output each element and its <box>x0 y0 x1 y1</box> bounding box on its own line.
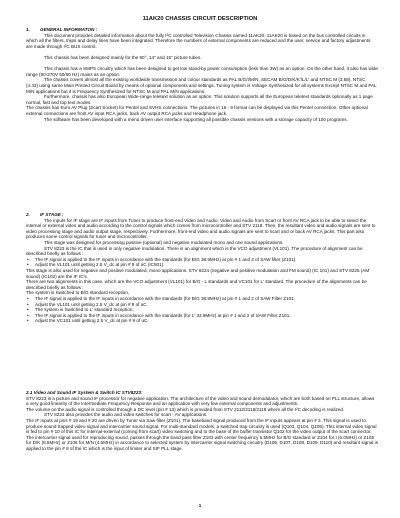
subsection-heading: 2.1 Video and Sound IF System & Switch IC STV8223: <box>26 390 143 395</box>
section-if-stage <box>26 212 378 324</box>
paragraph: The software has been developed with a menu driven user interface supporting all possible chassis versions with a storage capacity of 100 programs. <box>44 116 348 122</box>
list-item: • The IF signal is applied to the IF inputs in accordance with the standards (for B/G 38.9MHz) at pin # 1 and 2 of SAW filter (Z101). <box>26 257 378 263</box>
paragraph: STV 8223 also provides the audio and video switches for scart - AV applications. <box>44 412 208 418</box>
paragraph: STV 8223 is the IC that is used in only negative modulation. There is an alignment which is the VCO adjustment (VL101). The procedure of alignment can be described briefly as follows : <box>26 245 363 257</box>
section-number: 1. <box>26 27 30 32</box>
paragraph: The inputs for IF stage are IF inputs from Tuner to produce front-end Video and Audio. Video and Audio from Scart or front AV RCA jack to be able to select the internal or external video and audio according to the control signals which comes from microcontroller and STV 2118. Then, the resultant video and audio signals are sent to video processing stage and audio output stage, respectively. Furthermore, front-end video and audio signals are sent to scart and or back AV RCA jacks. This part also produces some control signals for tuner and microcontroller. <box>26 217 376 240</box>
paragraph: This stage is also used for negative and positive modulated, mono applications. STV 8224 (negative and positive modulation and FM sound) (IC 101) and STV 8225 (AM sound) (IC102) are the IF IC's. <box>26 267 370 279</box>
section-general-information <box>26 27 378 122</box>
page-number: 1 <box>198 503 202 508</box>
list-item: • Adjust the VC101 until getting 2.5 V_dc at pin # 9 of uC. <box>26 318 378 324</box>
paragraph: The IF inputs at pins # 19 and # 20 are driven by Tuner via Saw filter (Z101). The baseband signal produced from the IF inputs appears at pin # 3. This signal is used to produce sound trapped video signal and intercarrier sound signal. For multi-standard models, a switched trap circuitry is used (Q103, Q104, Q105). This internal video signal is fed to pin # 10 of this IC for internal-external (coming from scart) video switching and to the base of the buffer transistor Q102 for the video output of the scart connector. The intercarrier signal used for reproducing sound, passes through the band pass filter Z103 with center frequency 5.5MHz for B/G standard or Z104 for I (6.0MHz) or Z105 for D/K (6.5MHz) or Z106 for M/N (4.5MHz) in accordance to selected system by intercarrier signal switching circuitry (D106, D107, D108, D109, D110) and resultant signal is applied to the pin # 8 of the IC which is the input of limiter and SIF PLL stage. <box>26 417 378 451</box>
paragraph: The chassis has Euro AV Plug (Scart Socket) for Pentel and SVHS connections. The pictures in 16 - 9 format can be displayed via this Pentel connection. Other optional external connections are front AV input RCA jacks, back AV output RCA jacks and Headphone jack. <box>26 105 368 116</box>
list-item: • Adjust the VL101 until getting 2.5 V_dc at pin # 9 of uC (IC501). <box>26 262 378 268</box>
list-item: • The IF signal is applied to the IF inputs in accordance with the standards (for L' 33.9MHz) at pin # 1 and 2 of SAW Filter Z101. <box>26 313 378 319</box>
paragraph: This chassis has a SMPS circuitry which has been designed to get low stand-by power consumption (less than 3W) as an option. On the other hand, it also has wide range (90-270V 50/60 Hz) mains as an option. <box>26 66 378 77</box>
list-item: • The system is Switched to L' standard reception, <box>26 307 378 313</box>
paragraph: Furthermore, chassis has also European Wide-range teletext solution as an option. This solution supports all the European teletext standards optionally as 1 page normal, fast and top text modes. <box>26 94 373 105</box>
list-item: • Adjust the VL101 until getting 2.5 V_dc at pin # 9 of uC. <box>26 302 378 308</box>
paragraph: The system is Switched to B/G standard reception, <box>26 290 130 296</box>
paragraph: The chassis covers almost all the existing worldwide transmission and colour standards as PAL B/G/I/M/N, SECAM B/G/D/K/K'/L/L' and NTSC M (3.58), NTSC (4.43) using same Main Printed Circuit Board by means of optional components and settings. Tuning system is Voltage Synthesized for all systems Except NTSC M and PAL M/N applications but it is Frequency Synthesized for NTSC M and PAL M/N applications. <box>26 77 377 94</box>
paragraph: This stage was designed for processing positive (optional) and negative modulated mono and one sound applications. <box>44 239 284 245</box>
section-title: IF STAGE : <box>40 212 64 217</box>
section-video-sound-if <box>26 390 378 452</box>
paragraph: The volume on the audio signal is controlled through a DC level (pin # 13) which is provided from STV 2112/2116/2118 where all the I²C decoding is realized. <box>26 406 345 412</box>
section-title: GENERAL INFORMATON : <box>40 27 98 32</box>
list-item: • The IF signal is applied to the IF inputs in accordance with the standards (for B/G 38.9MHz) at pin # 1 and 2 of SAW Filter Z101. <box>26 296 378 302</box>
document-title: 11AK20 CHASSIS CIRCUIT DESCRIPTION <box>142 16 258 22</box>
paragraph: This document provides detailed information about the fully I²C controlled Television Chassis named 11AK20. 11AK20 is based on the bus controlled circuits in which all the filters, traps and delay lines have been integrated. Therefore the numbers of external components are reduced and the user, service and factory adjustments are made through I²C BUS control. <box>26 32 371 49</box>
paragraph: This chassis has been designed mainly for the 90°, 14" and 15" picture tubes. <box>44 54 202 60</box>
paragraph: There are two alignments in this case, which are the VCO adjustment (VL101) for B/G - L standards and VC101 for L' standard. The procedure of the alignments can be described briefly as follows : <box>26 279 367 290</box>
section-number: 2. <box>26 212 30 217</box>
paragraph: STV 8223 is a picture and sound IF processor for negative application. The architecture of the video and sound demodulator, which are both based on PLL structure, allows a very good linearity of the Intermediate Frequency Response and an application with very few external components and adjustments. <box>26 395 375 407</box>
